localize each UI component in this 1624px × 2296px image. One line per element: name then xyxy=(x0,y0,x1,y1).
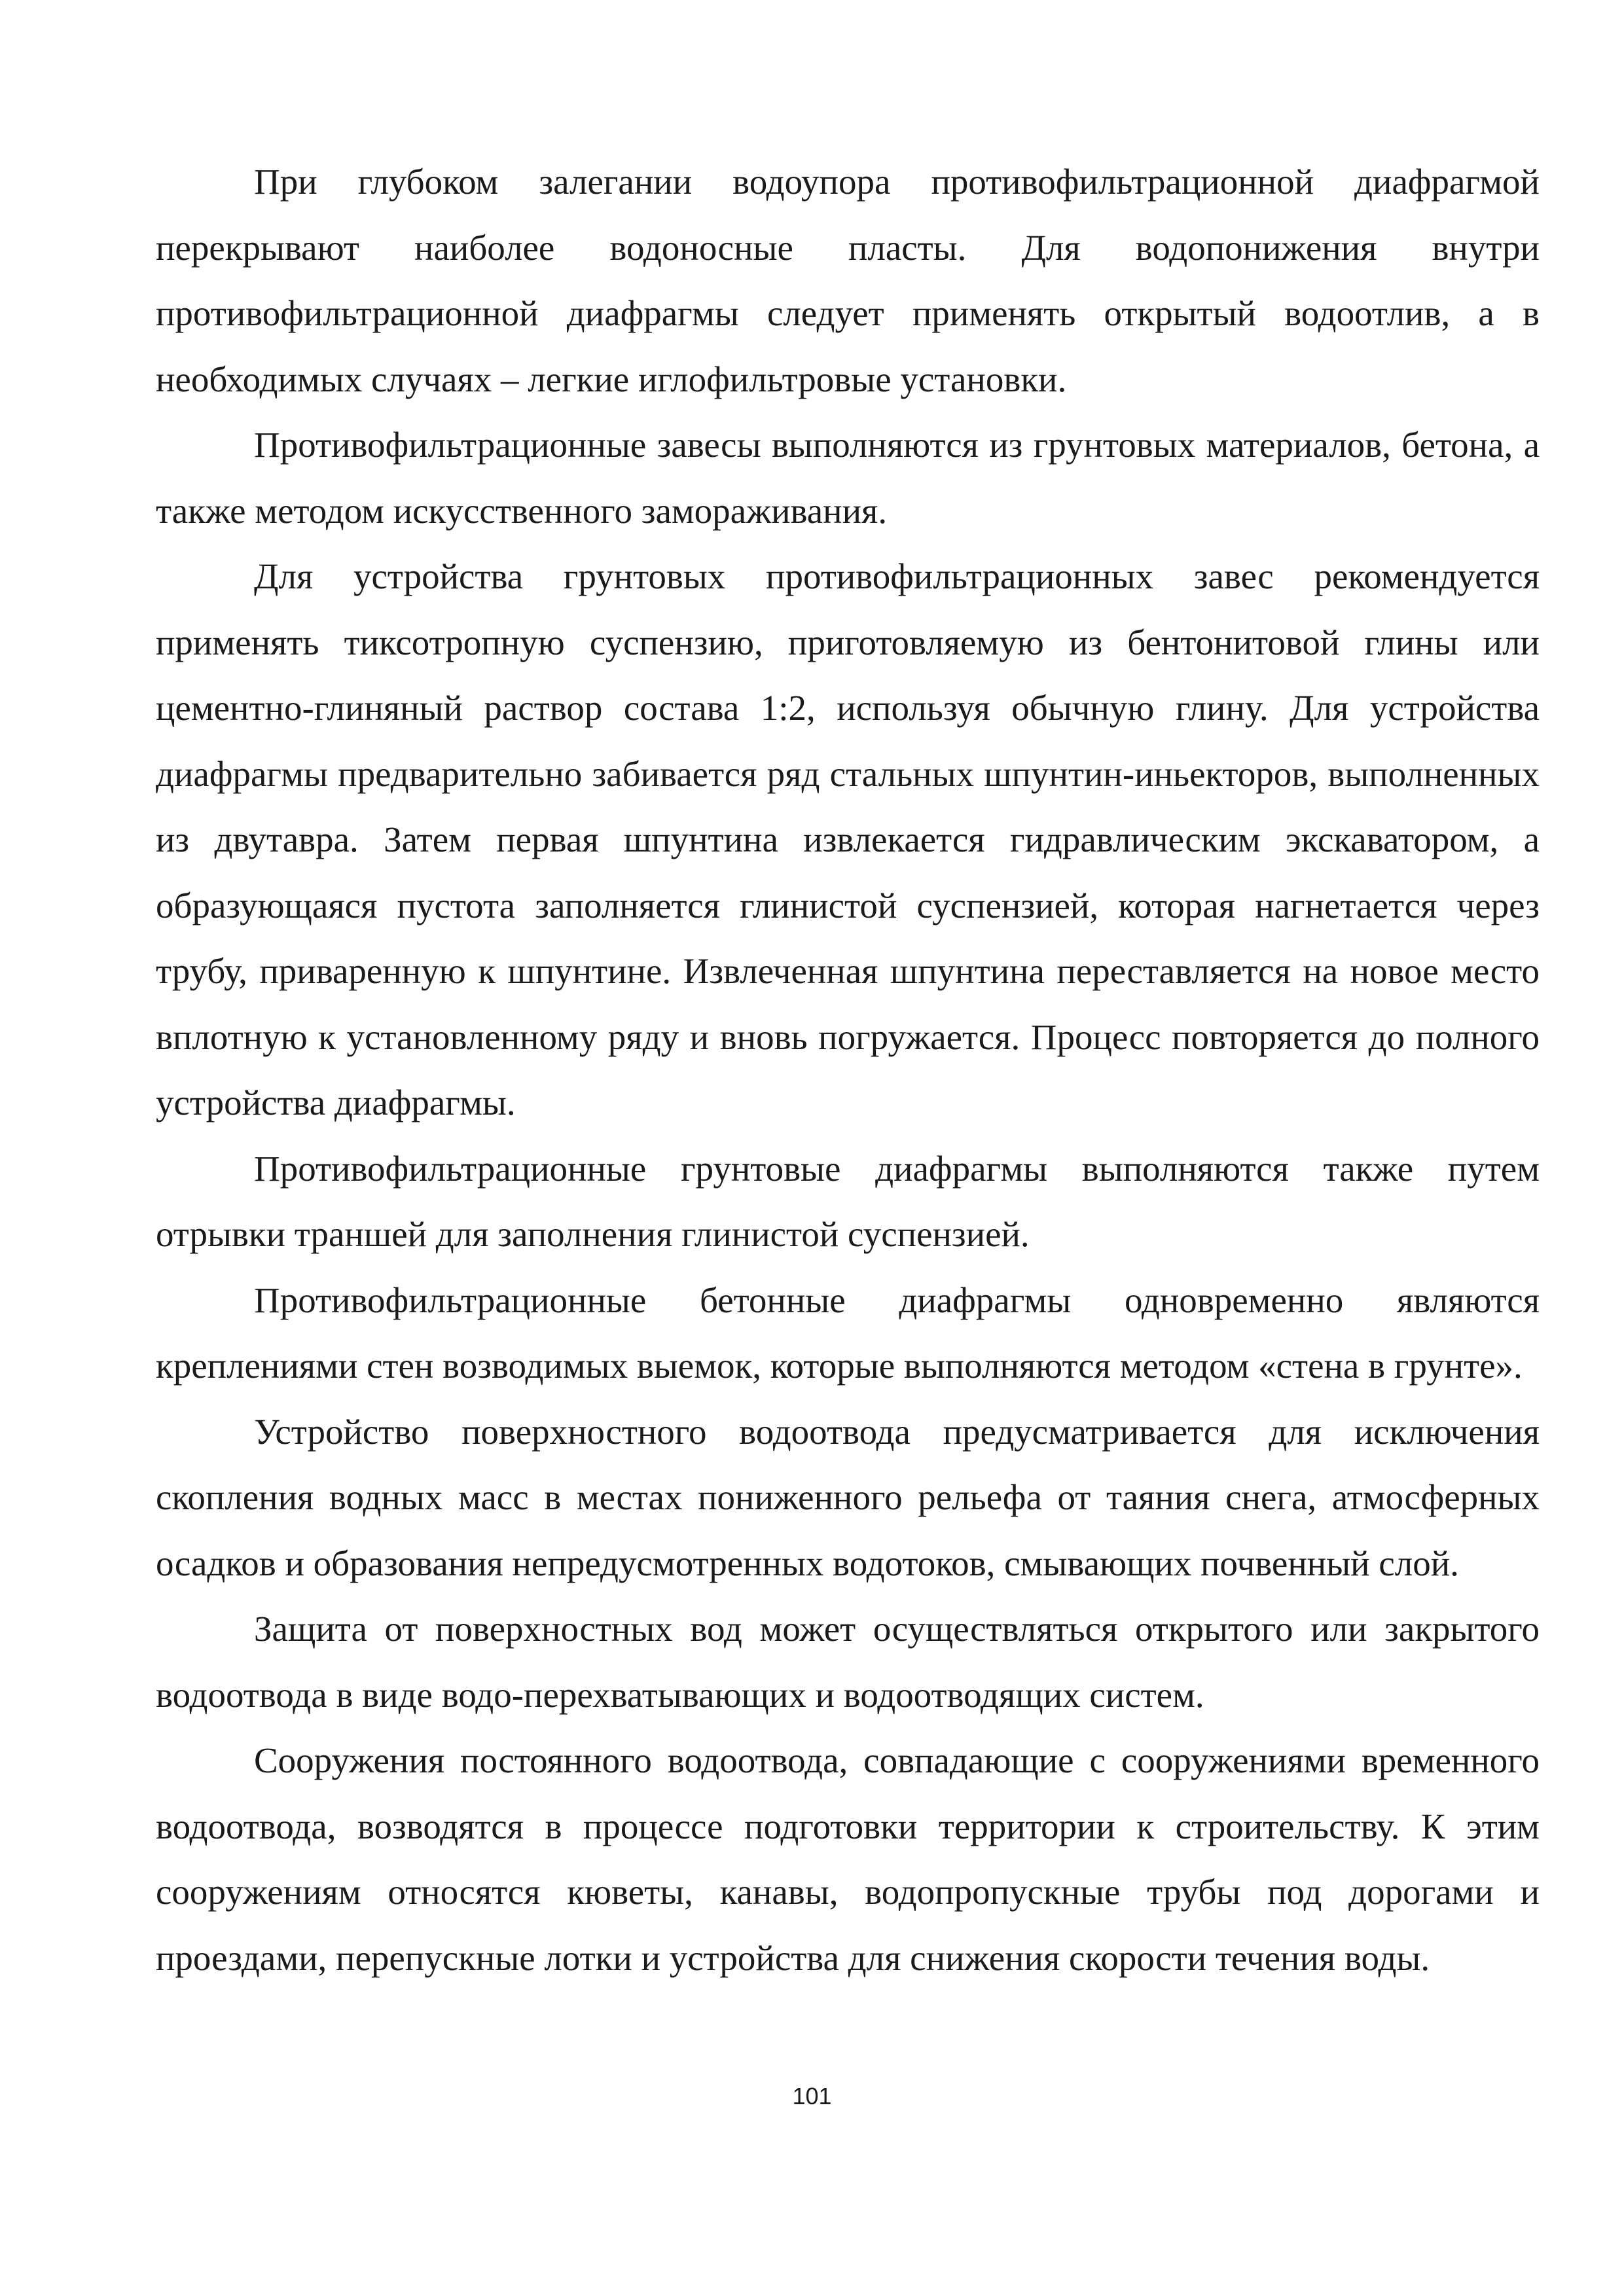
paragraph: Для устройства грунтовых противофильтрационных завес рекомендуется применять тиксотропную суспензию, приготовляемую из бентонитовой глины или цементно-глиняный раствор состава 1:2, используя обычную глину. Для устройства диафрагмы предварительно забивается ряд стальных шпунтин-иньекторов, выполненных из двутавра. Затем первая шпунтина извлекается гидравлическим экскаватором, а образующаяся пустота заполняется глинистой суспензией, которая нагнетается через трубу, приваренную к шпунтине. Извлеченная шпунтина переставляется на новое место вплотную к установленному ряду и вновь погружается. Процесс повторяется до полного устройства диафрагмы. xyxy=(156,556,1540,1122)
paragraph: При глубоком залегании водоупора противофильтрационной диафрагмой перекрывают наиболее водоносные пласты. Для водопонижения внутри противофильтрационной диафрагмы следует применять открытый водоотлив, а в необходимых случаях – легкие иглофильтровые установки. xyxy=(156,162,1540,399)
paragraph: Сооружения постоянного водоотвода, совпадающие с сооружениями временного водоотвода, возводятся в процессе подготовки территории к строительству. К этим сооружениям относятся кюветы, канавы, водопропускные трубы под дорогами и проездами, перепускные лотки и устройства для снижения скорости течения воды. xyxy=(156,1740,1540,1978)
body-text xyxy=(156,149,1540,1991)
paragraph: Противофильтрационные бетонные диафрагмы одновременно являются креплениями стен возводимых выемок, которые выполняются методом «стена в грунте». xyxy=(156,1280,1540,1386)
paragraph: Устройство поверхностного водоотвода предусматривается для исключения скопления водных масс в местах пониженного рельефа от таяния снега, атмосферных осадков и образования непредусмотренных водотоков, смывающих почвенный слой. xyxy=(156,1411,1540,1583)
paragraph: Противофильтрационные завесы выполняются из грунтовых материалов, бетона, а также методом искусственного замораживания. xyxy=(156,425,1540,531)
page-number: 101 xyxy=(792,2083,832,2109)
paragraph: Противофильтрационные грунтовые диафрагмы выполняются также путем отрывки траншей для заполнения глинистой суспензией. xyxy=(156,1148,1540,1254)
paragraph: Защита от поверхностных вод может осуществляться открытого или закрытого водоотвода в виде водо-перехватывающих и водоотводящих систем. xyxy=(156,1609,1540,1715)
